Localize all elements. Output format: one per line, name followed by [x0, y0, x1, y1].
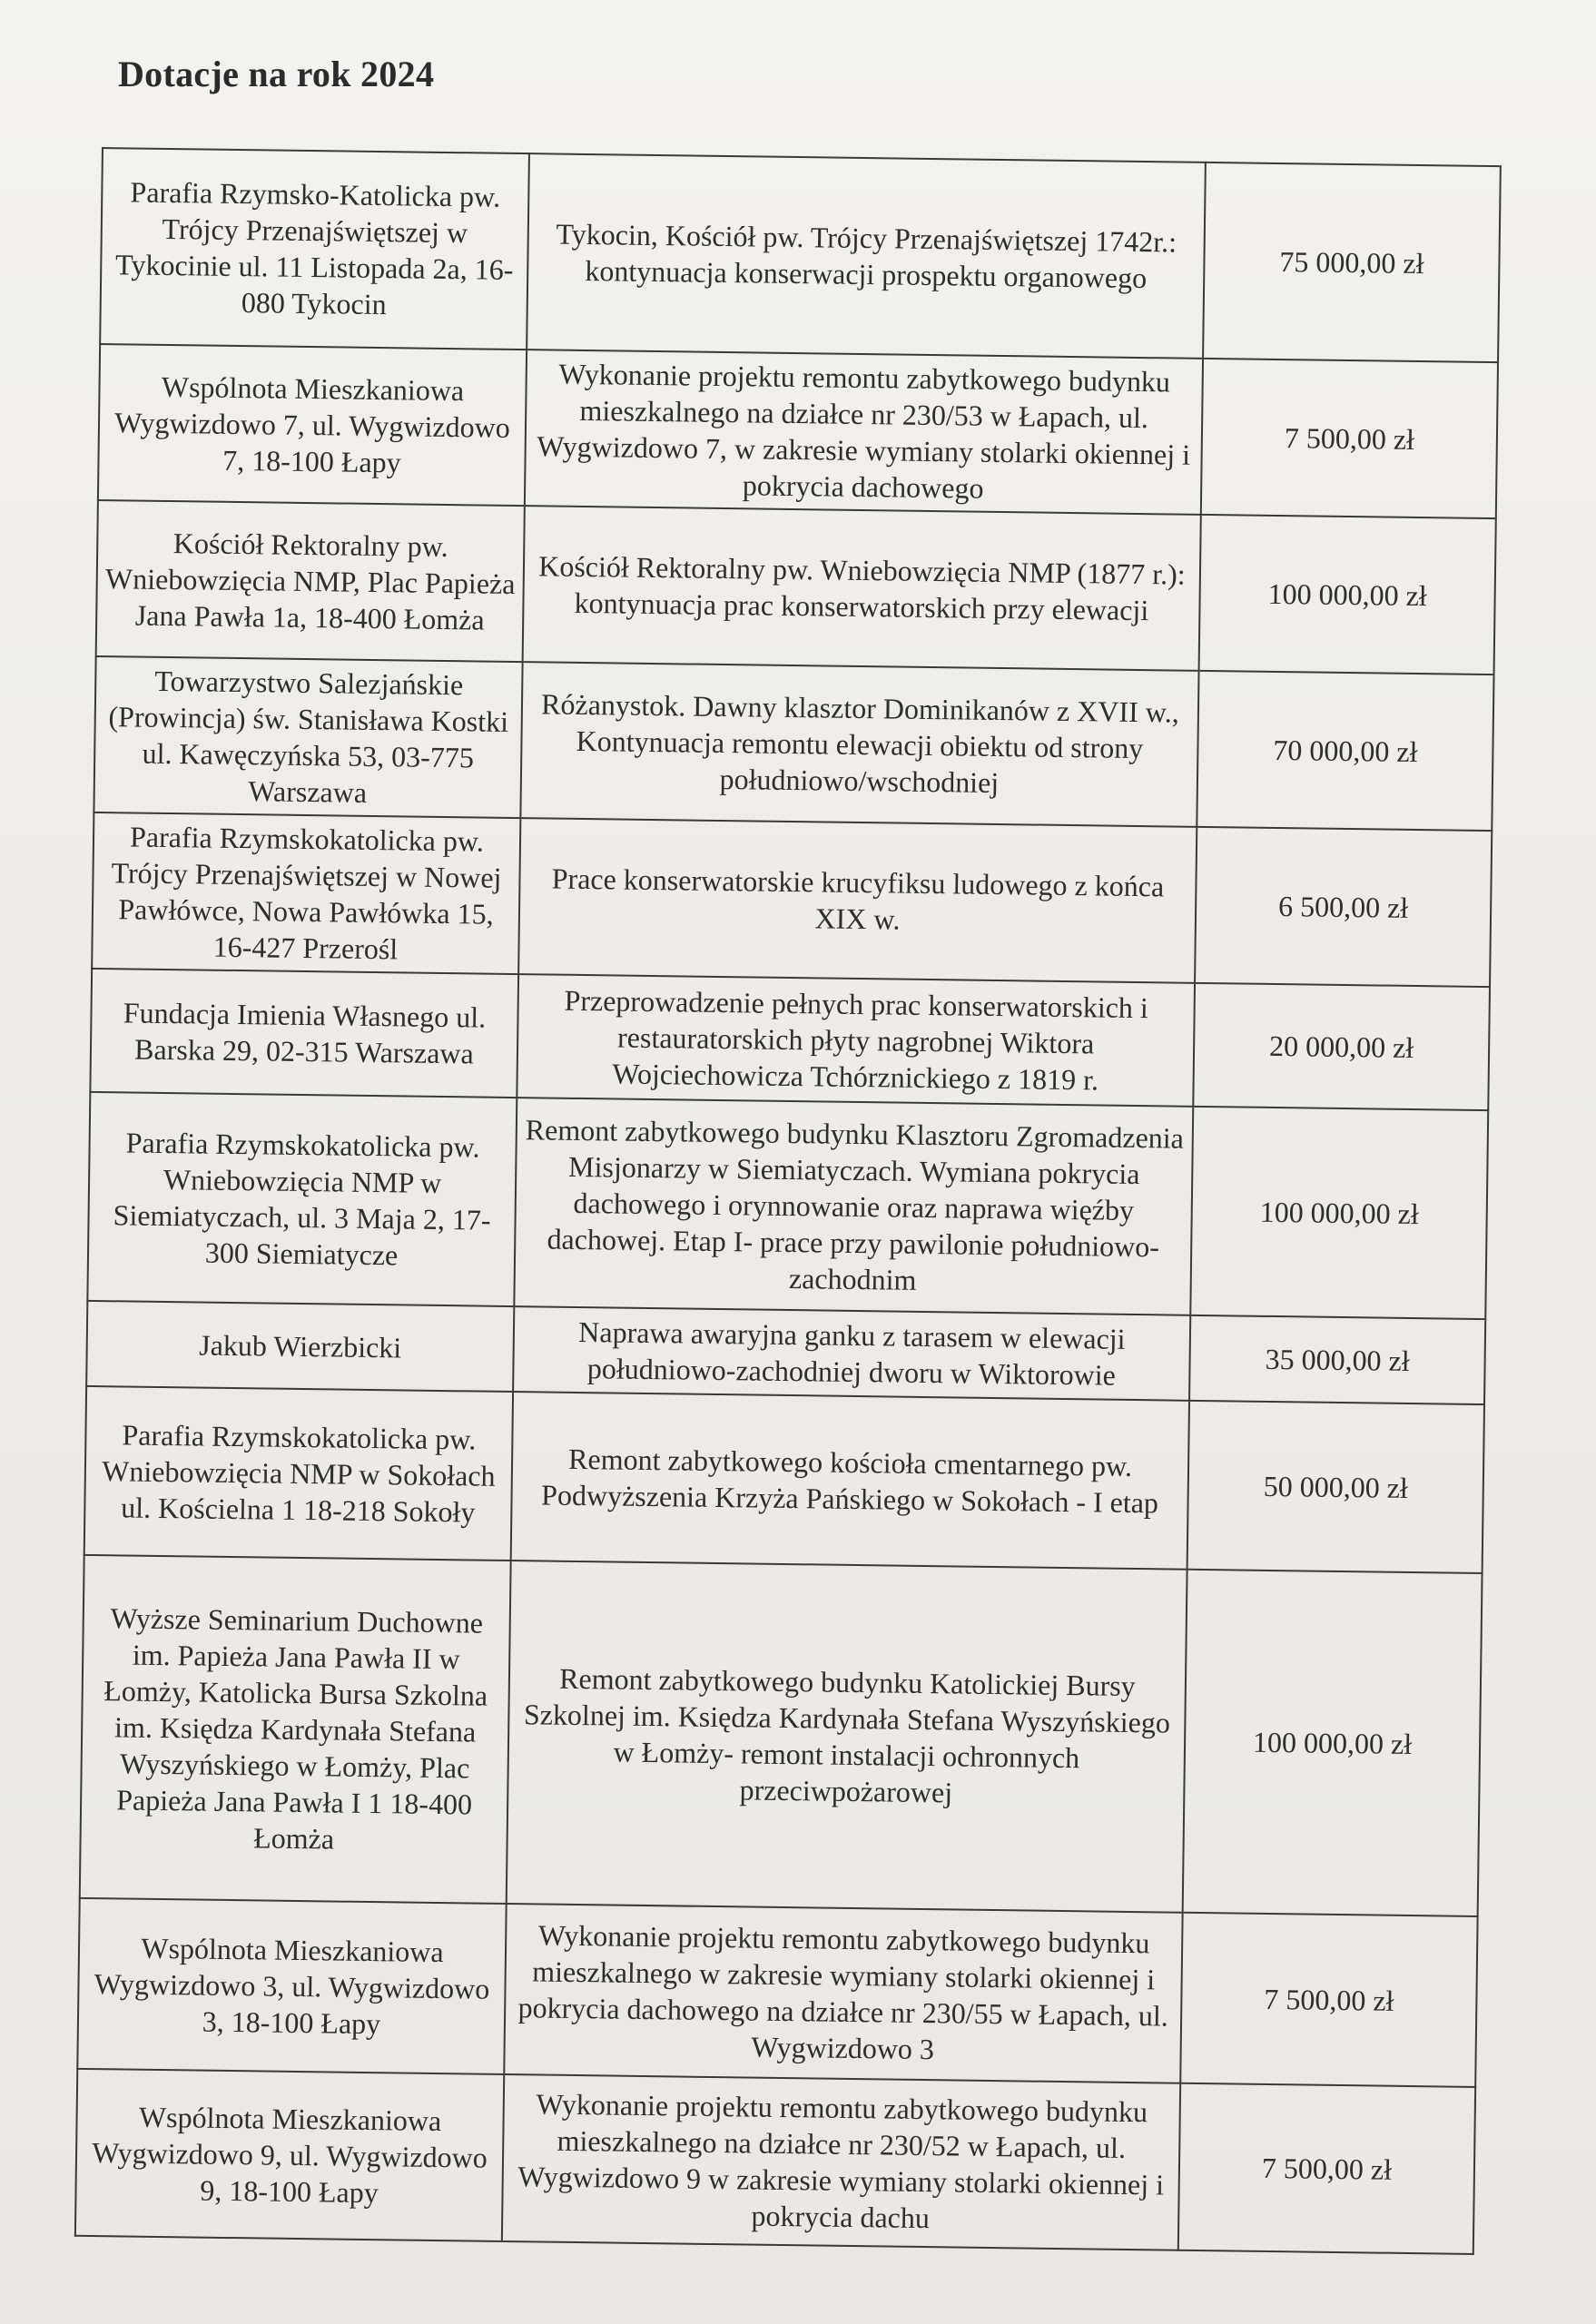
grants-table-wrapper: [74, 147, 1500, 2255]
amount-cell: 100 000,00 zł: [1190, 1107, 1488, 1319]
amount-cell: 7 500,00 zł: [1180, 1913, 1477, 2087]
table-row: [77, 1898, 1477, 2087]
table-row: [75, 2069, 1475, 2254]
task-cell: Prace konserwatorskie krucyfiksu ludowego z końca XIX w.: [518, 818, 1197, 983]
task-cell: Remont zabytkowego kościoła cmentarnego pw. Podwyższenia Krzyża Pańskiego w Sokołach - I etap: [511, 1392, 1189, 1570]
beneficiary-cell: Towarzystwo Salezjańskie (Prowincja) św. Stanisława Kostki ul. Kawęczyńska 53, 03-775 Warszawa: [94, 656, 522, 818]
page-title: Dotacje na rok 2024: [118, 54, 435, 94]
grants-table: [74, 147, 1502, 2255]
amount-cell: 70 000,00 zł: [1197, 671, 1493, 831]
task-cell: Remont zabytkowego budynku Katolickiej Bursy Szkolnej im. Księdza Kardynała Stefana Wyszyńskiego w Łomży- remont instalacji ochronnych przeciwpożarowej: [507, 1561, 1187, 1913]
beneficiary-cell: Parafia Rzymsko-Katolicka pw. Trójcy Przenajświętszej w Tykocinie ul. 11 Listopada 2a, 16-080 Tykocin: [100, 148, 529, 350]
amount-cell: 7 500,00 zł: [1201, 359, 1498, 518]
table-row: [92, 812, 1492, 987]
table-row: [98, 344, 1498, 518]
amount-cell: 20 000,00 zł: [1193, 983, 1490, 1110]
beneficiary-cell: Parafia Rzymskokatolicka pw. Trójcy Przenajświętszej w Nowej Pawłówce, Nowa Pawłówka 15, 16-427 Przerośl: [92, 812, 520, 974]
amount-cell: 6 500,00 zł: [1195, 827, 1492, 987]
table-row: [96, 500, 1496, 675]
amount-cell: 100 000,00 zł: [1183, 1570, 1483, 1916]
table-row: [90, 969, 1490, 1110]
table-row: [84, 1386, 1484, 1573]
task-cell: Przeprowadzenie pełnych prac konserwatorskich i restauratorskich płyty nagrobnej Wiktora Wojciechowicza Tchórznickiego z 1819 r.: [517, 974, 1195, 1107]
beneficiary-cell: Wyższe Seminarium Duchowne im. Papieża Jana Pawła II w Łomży, Katolicka Bursa Szkolna im. Księdza Kardynała Stefana Wyszyńskiego w Łomży, Plac Papieża Jana Pawła I 1 18-400 Łomża: [80, 1555, 511, 1904]
amount-cell: 100 000,00 zł: [1199, 515, 1496, 675]
table-row: [80, 1555, 1483, 1916]
beneficiary-cell: Parafia Rzymskokatolicka pw. Wniebowzięcia NMP w Sokołach ul. Kościelna 1 18-218 Sokoły: [84, 1386, 513, 1561]
task-cell: Wykonanie projektu remontu zabytkowego budynku mieszkalnego na działce nr 230/53 w Łapach, ul. Wygwizdowo 7, w zakresie wymiany stolarki okiennej i pokrycia dachowego: [525, 350, 1203, 515]
beneficiary-cell: Wspólnota Mieszkaniowa Wygwizdowo 3, ul. Wygwizdowo 3, 18-100 Łapy: [77, 1898, 506, 2074]
amount-cell: 50 000,00 zł: [1187, 1401, 1484, 1573]
beneficiary-cell: Wspólnota Mieszkaniowa Wygwizdowo 9, ul. Wygwizdowo 9, 18-100 Łapy: [75, 2069, 504, 2241]
beneficiary-cell: Jakub Wierzbicki: [86, 1301, 514, 1392]
table-row: [94, 656, 1493, 831]
task-cell: Wykonanie projektu remontu zabytkowego budynku mieszkalnego na działce nr 230/52 w Łapach, ul. Wygwizdowo 9 w zakresie wymiany stolarki okiennej i pokrycia dachu: [502, 2074, 1180, 2250]
beneficiary-cell: Wspólnota Mieszkaniowa Wygwizdowo 7, ul. Wygwizdowo 7, 18-100 Łapy: [98, 344, 527, 506]
task-cell: Wykonanie projektu remontu zabytkowego budynku mieszkalnego w zakresie wymiany stolarki okiennej i pokrycia dachowego na działce nr 230/55 w Łapach, ul. Wygwizdowo 3: [504, 1904, 1182, 2083]
task-cell: Remont zabytkowego budynku Klasztoru Zgromadzenia Misjonarzy w Siemiatyczach. Wymiana pokrycia dachowego i orynnowanie oraz naprawa więźby dachowej. Etap I- prace przy pawilonie południowo-zachodnim: [514, 1098, 1193, 1315]
beneficiary-cell: Kościół Rektoralny pw. Wniebowzięcia NMP, Plac Papieża Jana Pawła 1a, 18-400 Łomża: [96, 500, 525, 662]
amount-cell: 35 000,00 zł: [1189, 1315, 1485, 1404]
amount-cell: 75 000,00 zł: [1203, 162, 1501, 362]
task-cell: Kościół Rektoralny pw. Wniebowzięcia NMP (1877 r.): kontynuacja prac konserwatorskich przy elewacji: [523, 506, 1201, 671]
task-cell: Tykocin, Kościół pw. Trójcy Przenajświętszej 1742r.: kontynuacja konserwacji prospektu organowego: [527, 153, 1206, 359]
amount-cell: 7 500,00 zł: [1178, 2083, 1475, 2254]
table-row: [87, 1092, 1488, 1319]
beneficiary-cell: Parafia Rzymskokatolicka pw. Wniebowzięcia NMP w Siemiatyczach, ul. 3 Maja 2, 17-300 Siemiatycze: [87, 1092, 517, 1306]
table-row: [100, 148, 1501, 362]
beneficiary-cell: Fundacja Imienia Własnego ul. Barska 29, 02-315 Warszawa: [90, 969, 518, 1098]
task-cell: Naprawa awaryjna ganku z tarasem w elewacji południowo-zachodniej dworu w Wiktorowie: [513, 1306, 1190, 1401]
task-cell: Różanystok. Dawny klasztor Dominikanów z XVII w., Kontynuacja remontu elewacji obiektu od strony południowo/wschodniej: [520, 662, 1198, 827]
